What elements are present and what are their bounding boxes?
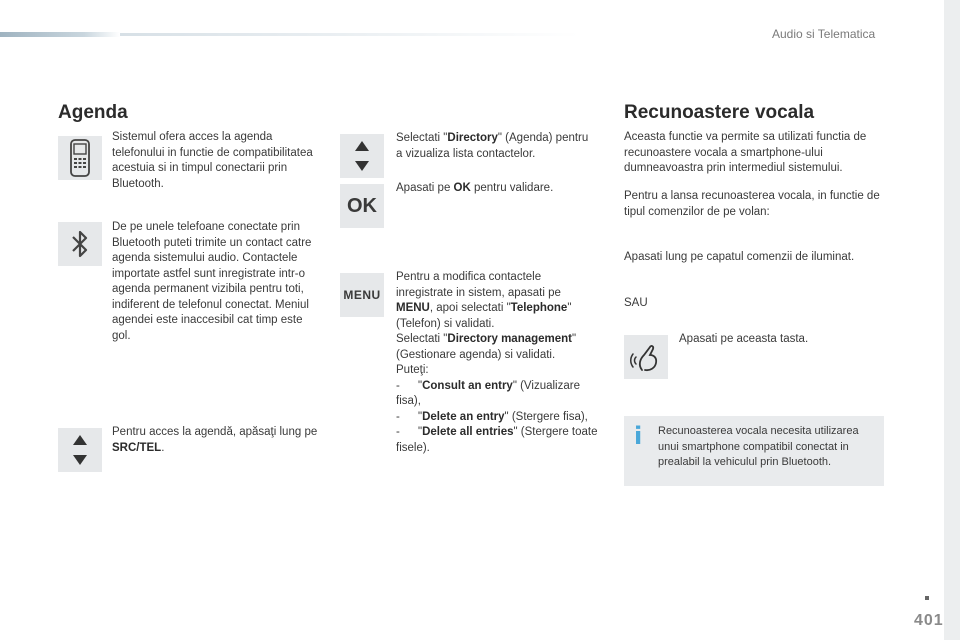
bluetooth-icon: [70, 228, 90, 260]
arrows-icon-box-agenda: [58, 428, 102, 472]
up-down-arrows-icon: [70, 433, 90, 467]
menu-button-icon: [340, 273, 384, 317]
agenda-block-1: Sistemul ofera acces la agenda telefonului in functie de compatibilitatea acestuia si in timpul conectarii prin Bluetooth.: [112, 131, 313, 190]
page-margin-band: [944, 0, 960, 640]
voice-launch: Pentru a lansa recunoasterea vocala, in functie de tipul comenzilor de pe volan:: [624, 190, 880, 218]
list-item: - "Consult an entry" (Vizualizare fisa),: [396, 379, 580, 407]
menu-label: MENU: [343, 288, 381, 302]
info-note-text: Recunoasterea vocala necesita utilizarea unui smartphone compatibil conectat in prealabil la vehiculul prin Bluetooth.: [658, 425, 859, 468]
page-number: 401: [914, 612, 944, 629]
header-rule: [0, 32, 120, 37]
info-icon: i: [634, 422, 643, 450]
voice-heading: Recunoastere vocala: [624, 102, 815, 123]
arrows-icon-box-directory: [340, 134, 384, 178]
list-item: - "Delete an entry" (Stergere fisa),: [396, 410, 588, 423]
ok-label: OK: [347, 194, 377, 217]
page-dot: [925, 596, 929, 600]
voice-long-press: Apasati lung pe capatul comenzii de iluminat.: [624, 251, 855, 263]
voice-intro: Aceasta functie va permite sa utilizati functia de recunoastere vocala a smartphone-ului dumneavoastra prin intermediul sistemului.: [624, 131, 867, 174]
phone-icon: [69, 139, 91, 177]
bluetooth-icon-box: [58, 222, 102, 266]
voice-press-key: Apasati pe aceasta tasta.: [679, 333, 809, 345]
header-rule-fade: [120, 33, 580, 36]
agenda-block-3: Pentru acces la agendă, apăsaţi lung pe SRC/TEL.: [112, 426, 318, 454]
up-down-arrows-icon: [352, 139, 372, 173]
info-note: [624, 416, 884, 486]
middle-block-1: Selectati "Directory" (Agenda) pentru a vizualiza lista contactelor.: [396, 132, 589, 160]
section-title: Audio si Telematica: [772, 27, 876, 41]
voice-or: SAU: [624, 297, 648, 309]
modify-contacts-text: Pentru a modifica contactele inregistrate in sistem, apasati pe MENU, apoi selectati "Telephone" (Telefon) si validati.: [396, 271, 572, 330]
directory-management-text: Selectati "Directory management" (Gestionare agenda) si validati.: [396, 333, 577, 361]
list-item: - "Delete all entries" (Stergere toate fisele).: [396, 426, 598, 454]
phone-icon-box: [58, 136, 102, 180]
middle-block-3: [396, 270, 601, 456]
ok-button-icon: [340, 184, 384, 228]
middle-block-2: Apasati pe OK pentru validare.: [396, 182, 554, 194]
agenda-block-2: De pe unele telefoane conectate prin Bluetooth puteti trimite un contact catre agenda sistemului audio. Contactele importate astfel sunt inregistrate intr-o agenda permanent vizibila pentru toti, indiferent de telefonul conectat. Meniul agendei este inaccesibil cat timp este gol.: [112, 221, 312, 342]
options-intro: Puteţi:: [396, 364, 429, 376]
agenda-heading: Agenda: [58, 102, 128, 123]
voice-key-icon-box: [624, 335, 668, 379]
voice-command-icon: [630, 341, 662, 373]
